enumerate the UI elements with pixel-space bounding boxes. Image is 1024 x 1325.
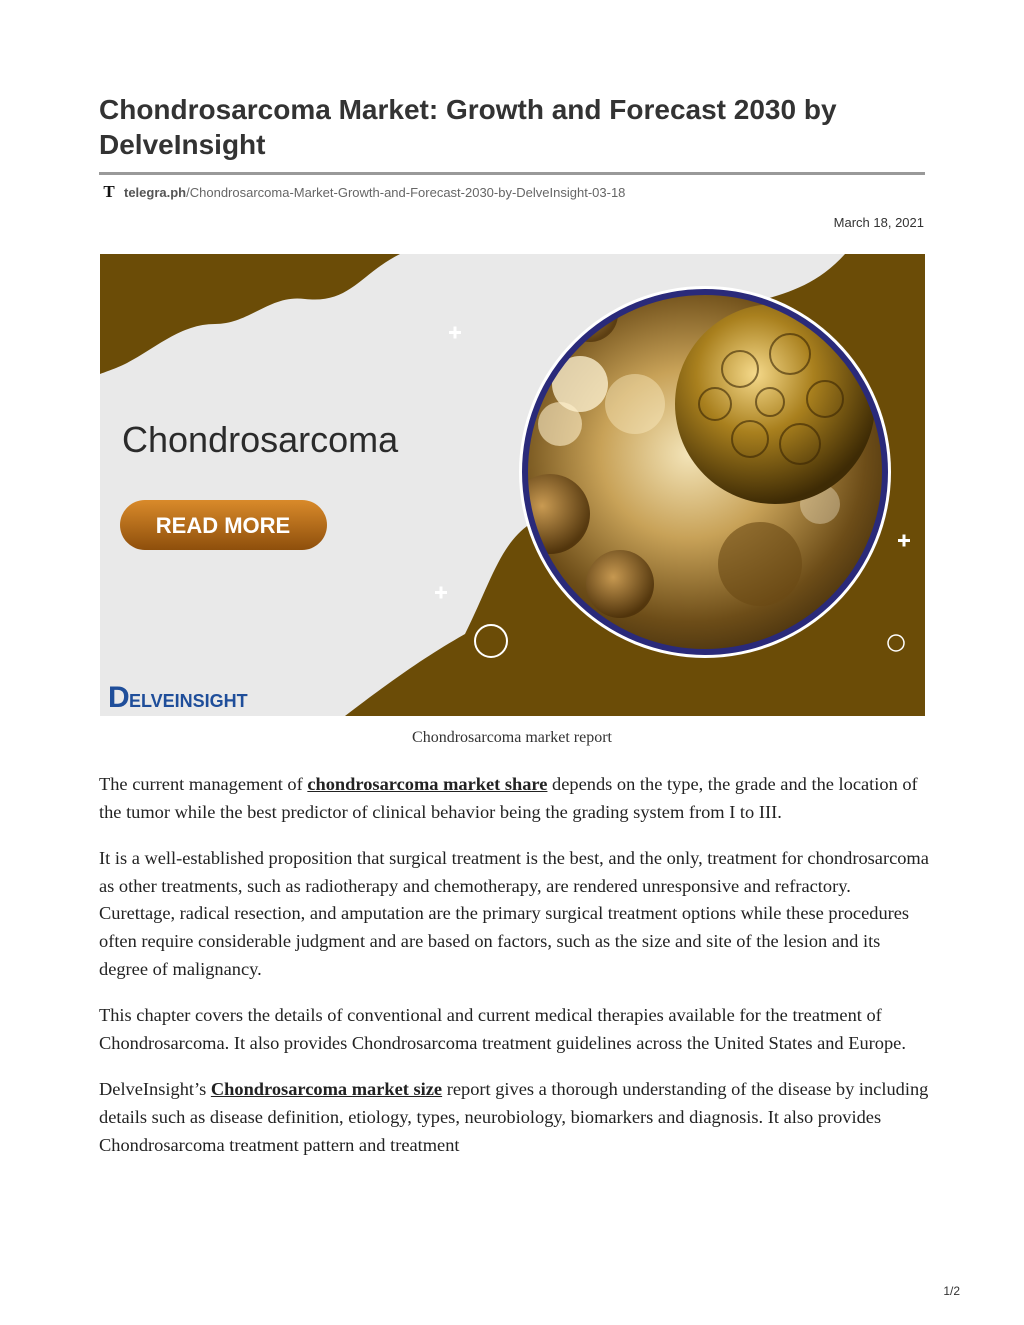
article-body [99,771,929,1178]
read-more-label: READ MORE [155,513,291,538]
paragraph-4: DelveInsight’s Chondrosarcoma market size report gives a thorough understanding of the disease by including details such as disease definition, etiology, types, neurobiology, biomarkers and diagnosis. It also provides Chondrosarcoma treatment pattern and treatment [99,1079,929,1155]
source-domain: telegra.ph [124,184,187,200]
source-link[interactable] [102,183,625,201]
paragraph-1: The current management of chondrosarcoma market share depends on the type, the grade and the location of the tumor while the best predictor of clinical behavior being the grading system from I to III. [99,774,918,822]
market-share-link[interactable]: chondrosarcoma market share [307,774,548,794]
hero-heading: Chondrosarcoma [122,419,399,460]
page-number: 1/2 [943,1284,960,1298]
read-more-button[interactable] [120,500,327,550]
logo-text: ELVEINSIGHT [129,691,248,711]
paragraph-2: It is a well-established proposition that surgical treatment is the best, and the only, treatment for chondrosarcoma as other treatments, such as radiotherapy and chemotherapy, are rendered unresponsive and refractory. Curettage, radical resection, and amputation are the primary surgical treatment options while these procedures often require considerable judgment and are based on factors, such as the size and site of the lesion and its degree of malignancy. [99,848,929,979]
market-size-link[interactable]: Chondrosarcoma market size [210,1079,443,1100]
publish-date: March 18, 2021 [833,215,924,230]
title-divider [99,172,925,175]
paragraph-3: This chapter covers the details of conventional and current medical therapies available for the treatment of Chondrosarcoma. It also provides Chondrosarcoma treatment guidelines across the United States and Europe. [99,1005,906,1053]
hero-image [100,254,925,716]
page-title: Chondrosarcoma Market: Growth and Forecast 2030 by DelveInsight [99,94,837,160]
logo-initial: D [108,681,130,714]
telegraph-icon: T [103,182,115,201]
source-path: /Chondrosarcoma-Market-Growth-and-Forecast-2030-by-DelveInsight-03-18 [186,184,626,200]
image-caption: Chondrosarcoma market report [412,729,612,746]
